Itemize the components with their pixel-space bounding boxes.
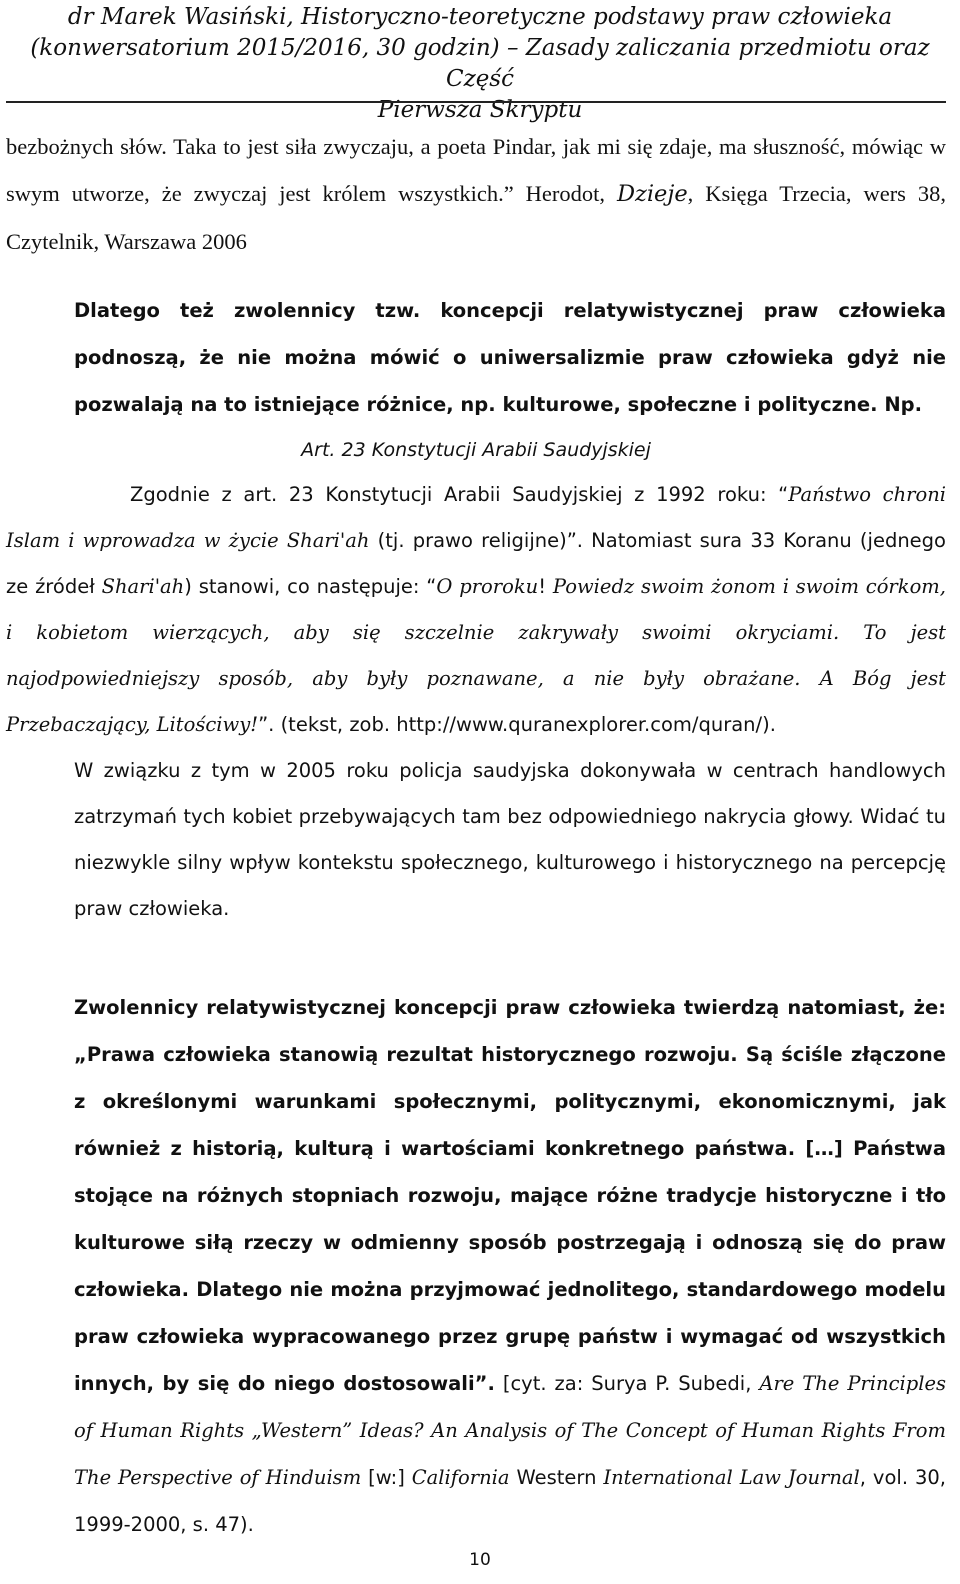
- para4-article-title: Are The Principles of Human Rights „Western” Ideas? An Analysis of The Concept of Human Rights From The Perspective of Hinduism: [74, 1372, 946, 1489]
- caption-art-23: Art. 23 Konstytucji Arabii Saudyjskiej: [301, 439, 651, 461]
- para3-italic-f: O proroku: [436, 575, 539, 598]
- para4-citation: [cyt. za: Surya P. Subedi,: [494, 1372, 760, 1395]
- paragraph-police-2005: W związku z tym w 2005 roku policja saudyjska dokonywała w centrach handlowych zatrzymań tych kobiet przebywających tam bez odpowiedniego nakrycia głowy. Widać tu niezwykle silny wpływ kontekstu społecznego, kulturowego i historycznego na percepcję praw człowieka.: [74, 759, 946, 920]
- para4-volume: , vol. 30, 1999-2000, s. 47).: [74, 1466, 946, 1536]
- page-header: [0, 0, 960, 126]
- para3-italic-d: Shari'ah: [101, 575, 185, 598]
- para3-italic-b: Państwo chroni Islam i wprowadza w życie Shari'ah: [6, 483, 946, 552]
- header-line-1: dr Marek Wasiński, Historyczno-teoretyczne podstawy praw człowieka: [67, 4, 893, 30]
- para4-journal-b: Western: [509, 1466, 604, 1489]
- paragraph-saudi-constitution: [6, 472, 946, 748]
- header-line-3: Pierwsza Skryptu: [377, 97, 583, 123]
- herodotus-quote: [6, 123, 946, 265]
- para3-text-a: Zgodnie z art. 23 Konstytucji Arabii Saudyjskiej z 1992 roku: “: [130, 483, 789, 506]
- quote-text: bezbożnych słów. Taka to jest siła zwyczaju, a poeta Pindar, jak mi się zdaje, ma słuszność, mówiąc w swym utworze, że zwyczaj jest królem wszystkich.” Herodot,: [6, 134, 946, 206]
- para3-text-g: !: [538, 575, 553, 598]
- para4-journal-a: California: [411, 1466, 510, 1489]
- para3-text-e: ) stanowi, co następuje: “: [184, 575, 437, 598]
- body-text: [6, 123, 946, 1548]
- header-rule: [6, 101, 946, 103]
- paragraph-subedi-quote: [6, 984, 946, 1548]
- para4-in: [w:]: [361, 1466, 412, 1489]
- page-number: 10: [469, 1550, 491, 1570]
- paragraph-relativism: Dlatego też zwolennicy tzw. koncepcji relatywistycznej praw człowieka podnoszą, że nie można mówić o uniwersalizmie praw człowieka gdyż nie pozwalają na to istniejące różnice, np. kulturowe, społeczne i polityczne. Np.: [74, 299, 946, 416]
- para4-journal-c: International Law Journal: [603, 1466, 860, 1489]
- header-line-2: (konwersatorium 2015/2016, 30 godzin) – Zasady zaliczania przedmiotu oraz Część: [30, 35, 930, 92]
- quote-source: , Księga Trzecia, wers 38, Czytelnik, Warszawa 2006: [6, 181, 947, 254]
- quote-source-title: Dzieje: [616, 181, 688, 207]
- para4-bold-quote: Zwolennicy relatywistycznej koncepcji praw człowieka twierdzą natomiast, że: „Prawa człowieka stanowią rezultat historycznego rozwoju. Są ściśle złączone z określonymi warunkami społecznymi, politycznymi, ekonomicznymi, jak również z historią, kulturą i wartościami konkretnego państwa. […] Państwa stojące na różnych stopniach rozwoju, mające różne tradycje historyczne i tło kulturowe siłą rzeczy w odmienny sposób postrzegają i odnoszą się do praw człowieka. Dlatego nie można przyjmować jednolitego, standardowego modelu praw człowieka wypracowanego przez grupę państw i wymagać od wszystkich innych, by się do niego dostosowali”.: [74, 996, 946, 1395]
- para3-italic-quran: Powiedz swoim żonom i swoim córkom, i kobietom wierzących, aby się szczelnie zakrywały swoimi okryciami. To jest najodpowiedniejszy sposób, aby były poznawane, a nie były obrażane. A Bóg jest Przebaczający, Litościwy!: [6, 575, 947, 736]
- para3-text-c: (tj. prawo religijne)”. Natomiast sura 33 Koranu (jednego ze źródeł: [6, 529, 946, 598]
- para3-text-i: ”. (tekst, zob. http://www.quranexplorer.com/quran/).: [258, 713, 776, 736]
